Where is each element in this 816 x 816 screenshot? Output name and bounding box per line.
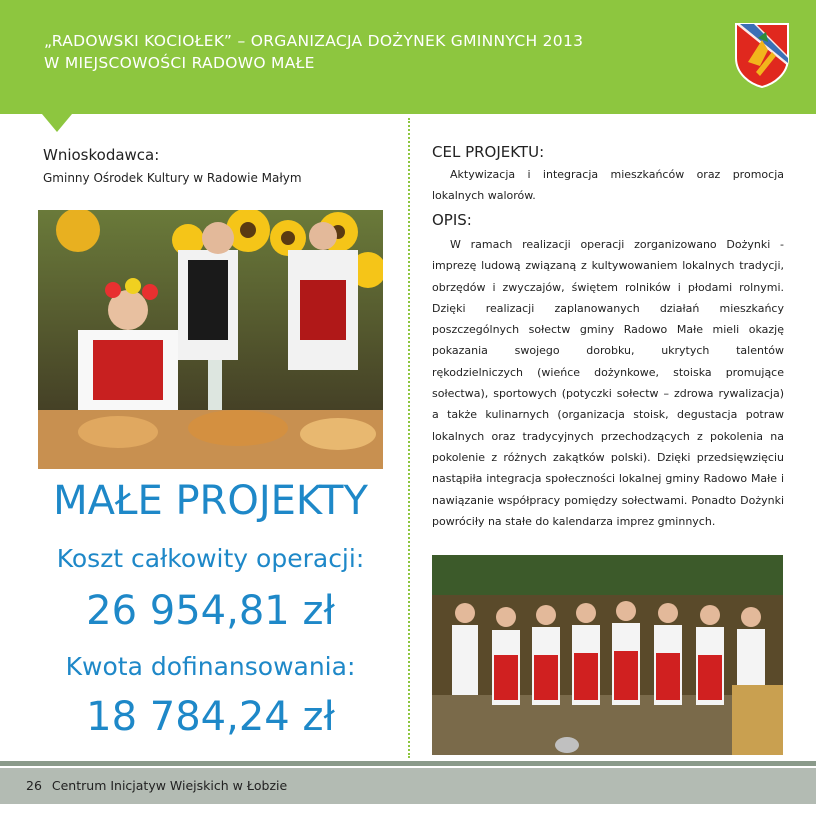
applicant-name: Gminny Ośrodek Kultury w Radowie Małym — [43, 171, 302, 185]
page-title — [44, 30, 583, 74]
photo-folk-choir — [432, 555, 783, 755]
header-pointer — [42, 114, 72, 132]
total-cost-value: 26 954,81 zł — [86, 588, 335, 634]
goal-heading: CEL PROJEKTU: — [432, 143, 545, 161]
description-heading: OPIS: — [432, 211, 472, 229]
funding-value: 18 784,24 zł — [86, 694, 335, 740]
title-line-1: „RADOWSKI KOCIOŁEK” – ORGANIZACJA DOŻYNEK GMINNYCH 2013 — [44, 32, 584, 50]
photo-folk-musicians — [38, 210, 383, 469]
total-cost-label: Koszt całkowity operacji: — [56, 544, 365, 573]
coat-of-arms-icon — [734, 22, 790, 88]
footer-text — [26, 778, 293, 793]
title-line-2: W MIEJSCOWOŚCI RADOWO MAŁE — [44, 54, 315, 72]
goal-text: Aktywizacja i integracja mieszkańców oraz promocja lokalnych walorów. — [432, 168, 784, 203]
funding-label: Kwota dofinansowania: — [65, 652, 356, 681]
applicant-label: Wnioskodawca: — [43, 146, 160, 164]
publisher-name: Centrum Inicjatyw Wiejskich w Łobzie — [51, 778, 288, 793]
column-divider — [408, 118, 410, 758]
page-number: 26 — [26, 778, 42, 793]
footer-bar — [0, 768, 816, 804]
description-text: W ramach realizacji operacji zorganizowano Dożynki - imprezę ludową związaną z kultywowaniem lokalnych tradycji, obrzędów i zwyczajów, świętem rolników i płodami rolnymi. Dzięki realizacji zaplanowanych działań mieszkańcy poszczególnych sołectw gminy Radowo Małe mieli okazję pokazania swojego dorobku, ukrytych talentów rękodzielniczych (wieńce dożynkowe, stoiska promujące sołectwa), sportowych (potyczki sołectw – zdrowa rywalizacja) a także kulinarnych (organizacja stoisk, degustacja potraw lokalnych oraz tradycyjnych przechodzących z pokolenia na pokolenie z różnych zakątków polski). Dzięki przedsięwzięciu nastąpiła integracja społeczności lokalnej gminy Radowo Małe i nawiązanie współpracy pomiędzy sołectwami. Ponadto Dożynki powróciły na stałe do kalendarza imprez gminnych. — [432, 238, 784, 528]
header-banner — [0, 0, 816, 114]
footer-rule — [0, 761, 816, 766]
program-title: MAŁE PROJEKTY — [53, 478, 368, 524]
